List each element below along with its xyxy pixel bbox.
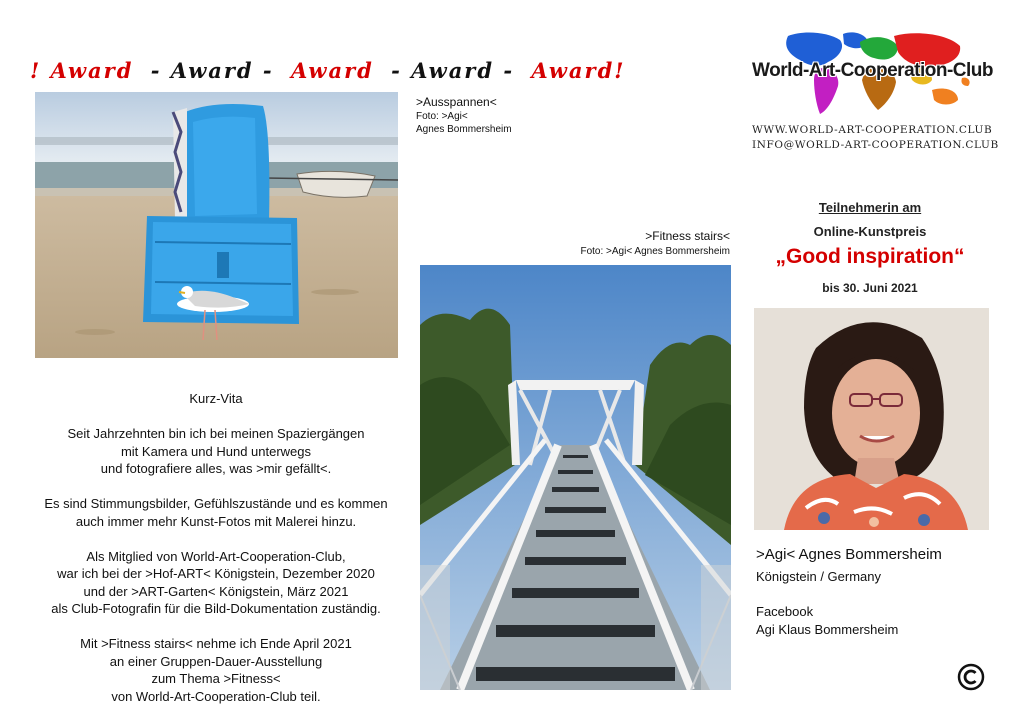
photo2-credit: Foto: >Agi< Agnes Bommersheim bbox=[580, 246, 730, 257]
photo2-caption bbox=[540, 228, 730, 260]
participant-label: Teilnehmerin am bbox=[818, 200, 922, 215]
photo1-credit-name: Agnes Bommersheim bbox=[416, 124, 512, 135]
vita-line: auch immer mehr Kunst-Fotos mit Malerei hinzu. bbox=[75, 513, 357, 529]
photo2-title: >Fitness stairs< bbox=[645, 229, 730, 243]
vita-line: Seit Jahrzehnten bin ich bei meinen Spaziergängen bbox=[67, 426, 365, 441]
email-link[interactable]: INFO@WORLD-ART-COOPERATION.CLUB bbox=[752, 139, 999, 151]
vita-paragraph bbox=[30, 635, 402, 705]
vita-line: Es sind Stimmungsbilder, Gefühlszustände und es kommen bbox=[44, 496, 388, 511]
facebook-name[interactable]: Agi Klaus Bommersheim bbox=[756, 622, 899, 637]
artist-name: >Agi< Agnes Bommersheim bbox=[756, 546, 942, 563]
artist-portrait bbox=[754, 308, 989, 530]
beach-chair-photo bbox=[35, 92, 398, 358]
vita-line: war ich bei der >Hof-ART< Königstein, Dezember 2020 bbox=[57, 566, 375, 581]
vita-paragraph bbox=[30, 425, 402, 478]
short-vita bbox=[30, 390, 402, 723]
award-word: - Award - bbox=[150, 58, 274, 83]
award-banner bbox=[30, 58, 730, 86]
vita-line: als Club-Fotografin für die Bild-Dokumentation zuständig. bbox=[51, 601, 381, 616]
copyright-icon bbox=[956, 662, 986, 692]
photo1-credit: Foto: >Agi< bbox=[416, 111, 468, 122]
vita-line: Mit >Fitness stairs< nehme ich Ende April 2021 bbox=[80, 636, 352, 651]
fitness-stairs-photo bbox=[420, 265, 731, 690]
award-word: - Award - bbox=[391, 58, 515, 83]
vita-line: an einer Gruppen-Dauer-Ausstellung bbox=[109, 653, 323, 669]
contest-deadline: bis 30. Juni 2021 bbox=[822, 281, 918, 295]
vita-paragraph bbox=[30, 548, 402, 618]
vita-line: Als Mitglied von World-Art-Cooperation-Club, bbox=[86, 548, 346, 564]
award-word: Award! bbox=[531, 58, 626, 83]
award-word: ! Award bbox=[30, 58, 134, 83]
vita-line: und der >ART-Garten< Königstein, März 2021 bbox=[83, 583, 349, 599]
vita-line: von World-Art-Cooperation-Club teil. bbox=[111, 688, 321, 704]
artist-location: Königstein / Germany bbox=[756, 569, 882, 584]
prize-label: Online-Kunstpreis bbox=[813, 224, 927, 239]
vita-line: mit Kamera und Hund unterwegs bbox=[120, 443, 312, 459]
vita-heading: Kurz-Vita bbox=[189, 391, 243, 406]
award-word: Award bbox=[290, 58, 374, 83]
vita-paragraph bbox=[30, 495, 402, 530]
contest-title: „Good inspiration“ bbox=[775, 245, 965, 268]
facebook-label: Facebook bbox=[756, 604, 814, 619]
logo-name: World-Art-Cooperation-Club bbox=[752, 60, 993, 81]
photo1-caption bbox=[416, 95, 616, 136]
vita-line: zum Thema >Fitness< bbox=[151, 671, 281, 686]
photo1-title: >Ausspannen< bbox=[416, 95, 497, 109]
vita-line: und fotografiere alles, was >mir gefällt<. bbox=[100, 461, 332, 476]
website-link[interactable]: WWW.WORLD-ART-COOPERATION.CLUB bbox=[752, 124, 993, 136]
